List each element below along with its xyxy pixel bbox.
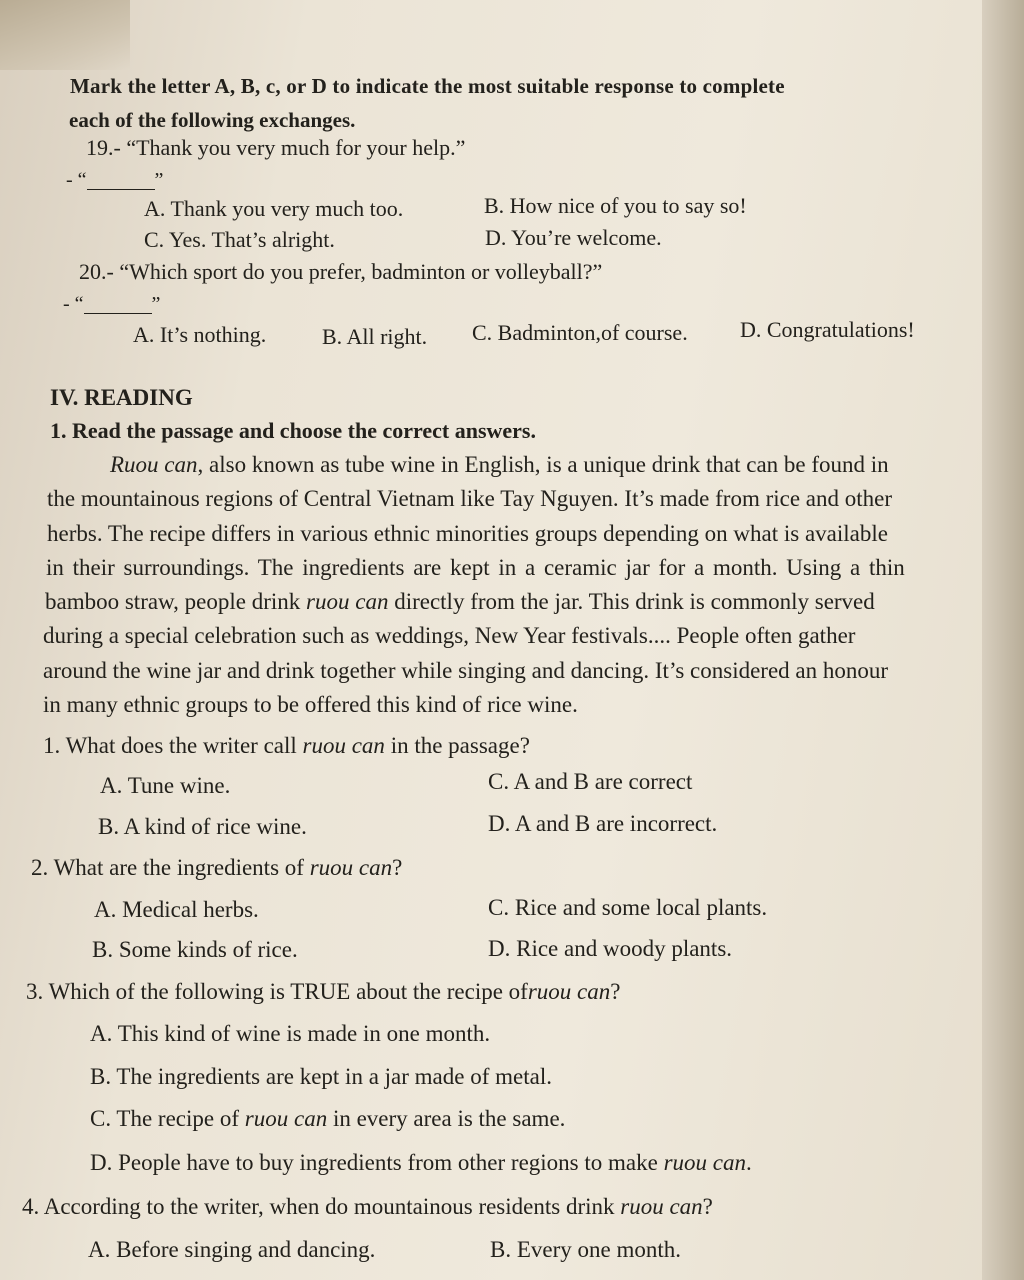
q3-option-a[interactable]: A. This kind of wine is made in one month. <box>90 1021 491 1046</box>
passage-line-8: in many ethnic groups to be offered this kind of rice wine. <box>43 692 578 717</box>
passage-line-6: during a special celebration such as weddings, New Year festivals.... People often gather <box>43 623 856 648</box>
passage-line-7: around the wine jar and drink together while singing and dancing. It’s considered an honour <box>43 658 889 683</box>
q1-option-a[interactable]: A. Tune wine. <box>100 773 231 798</box>
passage-line-1: Ruou can, also known as tube wine in English, is a unique drink that can be found in <box>110 452 889 477</box>
q19-option-b[interactable]: B. How nice of you to say so! <box>484 193 747 218</box>
instruction-line-2: each of the following exchanges. <box>69 108 356 132</box>
q2-option-c[interactable]: C. Rice and some local plants. <box>488 895 768 920</box>
q4-option-a[interactable]: A. Before singing and dancing. <box>88 1237 376 1262</box>
passage-line-2: the mountainous regions of Central Vietnam like Tay Nguyen. It’s made from rice and other <box>47 486 893 511</box>
q19-option-d[interactable]: D. You’re welcome. <box>485 225 662 250</box>
q1-option-c[interactable]: C. A and B are correct <box>488 769 693 794</box>
q2-option-d[interactable]: D. Rice and woody plants. <box>488 936 733 961</box>
passage-line-5: bamboo straw, people drink ruou can directly from the jar. This drink is commonly served <box>45 589 875 614</box>
q20-reply-blank: - “ ” <box>63 293 161 315</box>
page-fold-shadow <box>0 0 130 70</box>
q3-option-c[interactable]: C. The recipe of ruou can in every area is the same. <box>90 1106 566 1131</box>
q20-option-c[interactable]: C. Badminton,of course. <box>472 320 688 345</box>
q3-prompt: 3. Which of the following is TRUE about the recipe ofruou can? <box>26 979 621 1004</box>
instruction-line-1: Mark the letter A, B, c, or D to indicate the most suitable response to complete <box>70 74 785 98</box>
q2-prompt: 2. What are the ingredients of ruou can? <box>31 855 403 880</box>
q20-option-b[interactable]: B. All right. <box>322 324 428 349</box>
q20-prompt: 20.- “Which sport do you prefer, badminton or volleyball?” <box>79 259 603 284</box>
q20-option-a[interactable]: A. It’s nothing. <box>133 322 267 347</box>
reading-section-title: IV. READING <box>50 385 193 410</box>
q1-option-d[interactable]: D. A and B are incorrect. <box>488 811 718 836</box>
reading-task-title: 1. Read the passage and choose the correct answers. <box>50 418 536 443</box>
q20-option-d[interactable]: D. Congratulations! <box>740 317 915 342</box>
q4-prompt: 4. According to the writer, when do mountainous residents drink ruou can? <box>22 1194 713 1219</box>
page-edge <box>982 0 1024 1280</box>
q2-option-b[interactable]: B. Some kinds of rice. <box>92 937 298 962</box>
passage-line-4: in their surroundings. The ingredients are kept in a ceramic jar for a month. Using a thin <box>46 555 905 580</box>
q19-reply-blank: - “ ” <box>66 169 164 191</box>
q1-prompt: 1. What does the writer call ruou can in the passage? <box>43 733 530 758</box>
q3-option-b[interactable]: B. The ingredients are kept in a jar made of metal. <box>90 1064 552 1089</box>
q2-option-a[interactable]: A. Medical herbs. <box>94 897 259 922</box>
q3-option-d[interactable]: D. People have to buy ingredients from other regions to make ruou can. <box>90 1150 752 1175</box>
q19-option-c[interactable]: C. Yes. That’s alright. <box>144 227 335 252</box>
q1-option-b[interactable]: B. A kind of rice wine. <box>98 814 307 839</box>
passage-line-3: herbs. The recipe differs in various ethnic minorities groups depending on what is available <box>47 521 888 546</box>
q19-option-a[interactable]: A. Thank you very much too. <box>144 196 404 221</box>
q4-option-b[interactable]: B. Every one month. <box>490 1237 681 1262</box>
q19-prompt: 19.- “Thank you very much for your help.” <box>86 135 466 160</box>
